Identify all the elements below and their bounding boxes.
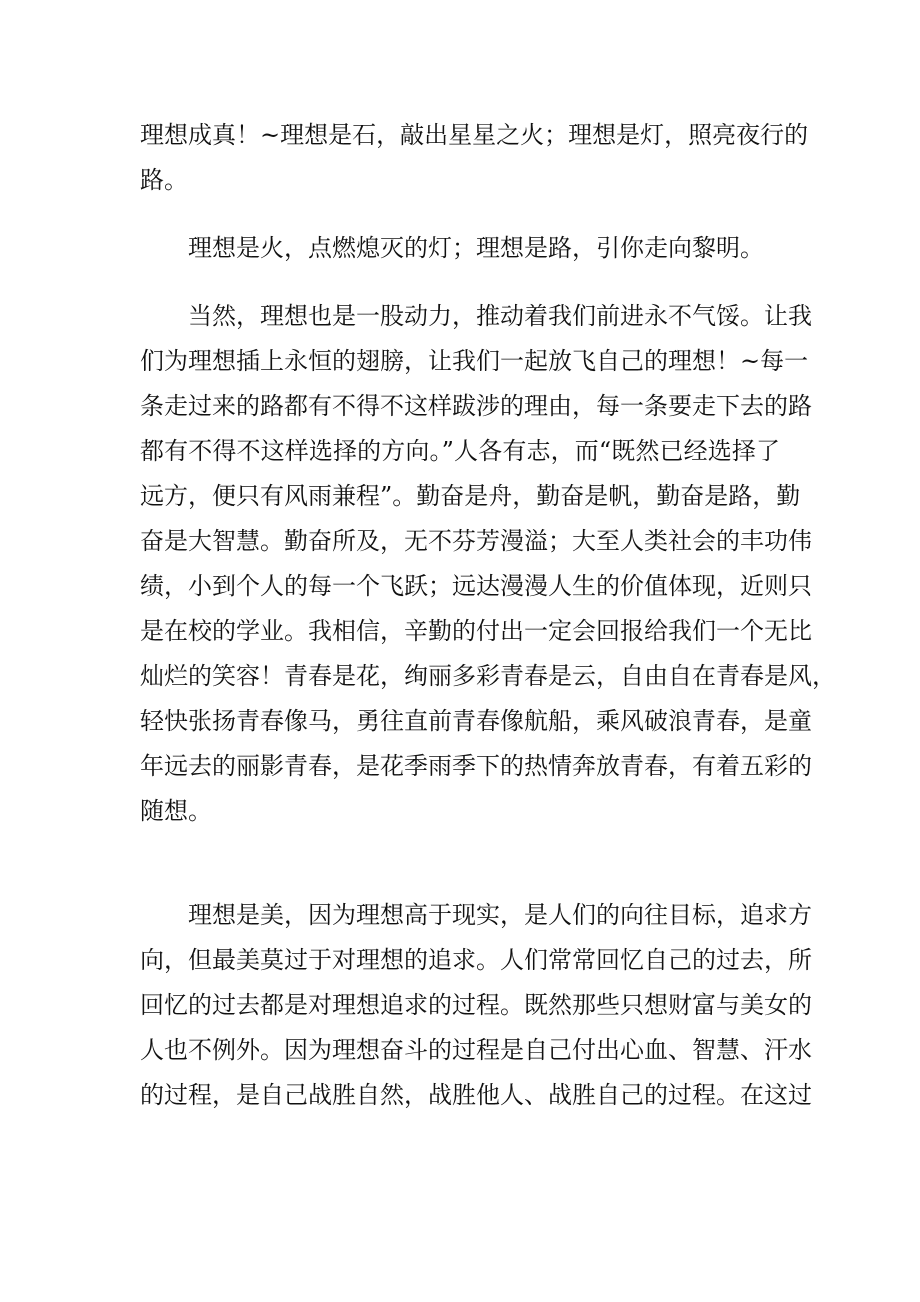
paragraph-4 [140, 893, 812, 1118]
text-line: 灿烂的笑容！青春是花，绚丽多彩青春是云，自由自在青春是风， [140, 662, 836, 690]
text-line: 条走过来的路都有不得不这样跋涉的理由，每一条要走下去的路 [140, 392, 812, 420]
text-line: 是在校的学业。我相信，辛勤的付出一定会回报给我们一个无比 [140, 617, 812, 645]
text-line: 都有不得不这样选择的方向。”人各有志，而“既然已经选择了 [140, 437, 780, 465]
paragraph-2 [140, 226, 780, 271]
text-line: 奋是大智慧。勤奋所及，无不芬芳漫溢；大至人类社会的丰功伟 [140, 527, 812, 555]
text-line: 理想是火，点燃熄灭的灯；理想是路，引你走向黎明。 [188, 234, 764, 262]
text-line: 人也不例外。因为理想奋斗的过程是自己付出心血、智慧、汗水 [140, 1036, 812, 1064]
text-line: 远方，便只有风雨兼程”。勤奋是舟，勤奋是帆，勤奋是路，勤 [140, 482, 801, 510]
text-line: 的过程，是自己战胜自然，战胜他人、战胜自己的过程。在这过 [140, 1081, 812, 1109]
text-line: 向，但最美莫过于对理想的追求。人们常常回忆自己的过去，所 [140, 946, 812, 974]
text-line: 随想。 [140, 797, 212, 825]
text-line: 当然，理想也是一股动力，推动着我们前进永不气馁。让我 [188, 302, 812, 330]
text-line: 理想成真！~理想是石，敲出星星之火；理想是灯，照亮夜行的 [140, 121, 809, 149]
text-line: 们为理想插上永恒的翅膀，让我们一起放飞自己的理想！~每一 [140, 347, 809, 375]
text-line: 回忆的过去都是对理想追求的过程。既然那些只想财富与美女的 [140, 991, 812, 1019]
text-line: 轻快张扬青春像马，勇往直前青春像航船，乘风破浪青春，是童 [140, 707, 812, 735]
paragraph-1 [140, 113, 809, 203]
paragraph-3 [140, 294, 836, 834]
text-line: 绩，小到个人的每一个飞跃；远达漫漫人生的价值体现，近则只 [140, 572, 812, 600]
text-line: 理想是美，因为理想高于现实，是人们的向往目标，追求方 [188, 901, 812, 929]
text-line: 年远去的丽影青春，是花季雨季下的热情奔放青春，有着五彩的 [140, 752, 812, 780]
text-line: 路。 [140, 166, 188, 194]
